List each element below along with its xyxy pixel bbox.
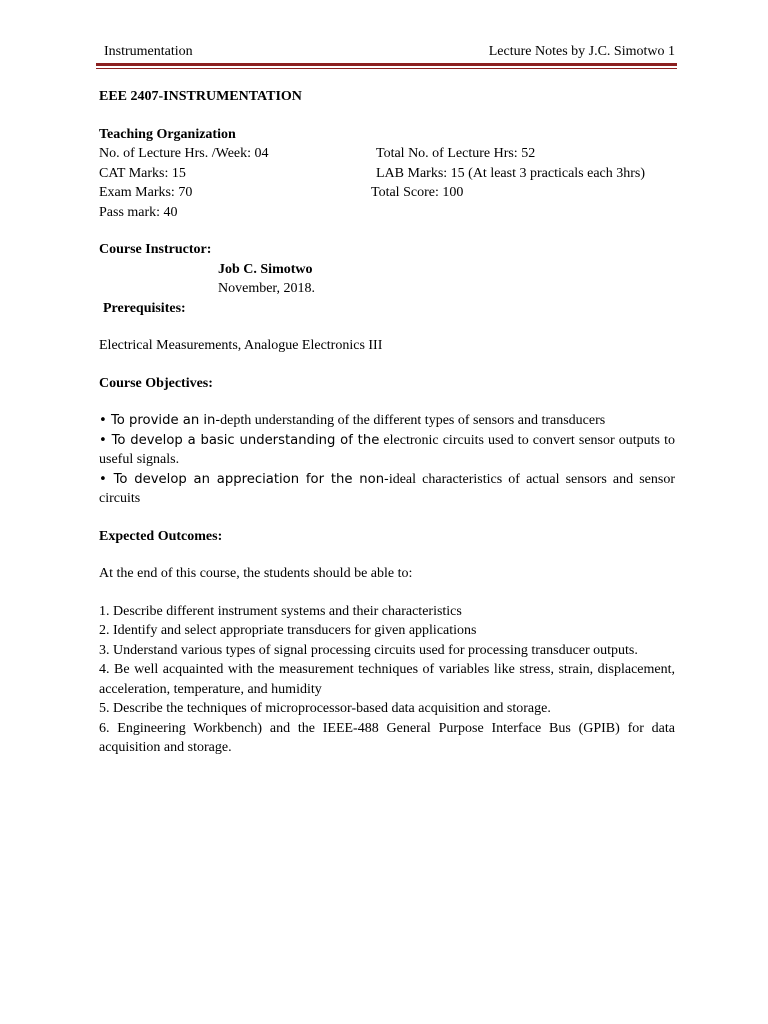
instructor-heading: Course Instructor:	[99, 242, 212, 257]
outcome-item: 1. Describe different instrument systems and their characteristics	[99, 603, 462, 619]
header-right: Lecture Notes by J.C. Simotwo 1	[488, 44, 675, 59]
header-rule-thin	[96, 68, 677, 69]
outcome-item: 4. Be well acquainted with the measurement techniques of variables like stress, strain, displacement, acceleration, temperature, and humidity	[99, 662, 675, 697]
outcomes-heading: Expected Outcomes:	[99, 528, 223, 544]
teaching-row-4	[99, 203, 675, 223]
objective-item: • To provide an in-depth understanding of the different types of sensors and transducers	[99, 413, 606, 428]
exam-marks: Exam Marks: 70	[99, 185, 193, 200]
document-body	[99, 87, 675, 758]
teaching-row-2	[99, 164, 675, 184]
lecture-hrs-week: No. of Lecture Hrs. /Week: 04	[99, 146, 269, 161]
outcomes-intro: At the end of this course, the students should be able to:	[99, 566, 413, 581]
teaching-row-1	[99, 144, 675, 164]
course-title: EEE 2407-INSTRUMENTATION	[99, 89, 302, 104]
outcome-item: 6. Engineering Workbench) and the IEEE-488 General Purpose Interface Bus (GPIB) for data acquisition and storage.	[99, 720, 675, 755]
prerequisites-text: Electrical Measurements, Analogue Electronics III	[99, 338, 383, 353]
instructor-name: Job C. Simotwo	[218, 261, 313, 277]
teaching-heading: Teaching Organization	[99, 126, 236, 142]
header-rule	[96, 63, 677, 66]
cat-marks: CAT Marks: 15	[99, 165, 186, 181]
outcome-item: 5. Describe the techniques of microprocessor-based data acquisition and storage.	[99, 701, 551, 716]
prerequisites-heading: Prerequisites:	[103, 300, 186, 316]
pass-mark: Pass mark: 40	[99, 204, 178, 220]
header-left: Instrumentation	[104, 44, 193, 59]
teaching-row-3	[99, 183, 675, 203]
objectives-heading: Course Objectives:	[99, 375, 213, 391]
outcome-item: 3. Understand various types of signal processing circuits used for processing transducer outputs.	[99, 642, 638, 658]
total-score: Total Score: 100	[371, 185, 464, 200]
total-lecture-hrs: Total No. of Lecture Hrs: 52	[376, 146, 536, 161]
outcome-item: 2. Identify and select appropriate transducers for given applications	[99, 623, 477, 638]
instructor-date: November, 2018.	[218, 281, 316, 296]
lab-marks: LAB Marks: 15 (At least 3 practicals each 3hrs)	[376, 165, 646, 181]
running-header	[100, 42, 675, 62]
objective-item: • To develop a basic understanding of the electronic circuits used to convert sensor outputs to useful signals.	[99, 432, 675, 467]
objective-item: • To develop an appreciation for the non-ideal characteristics of actual sensors and sensor circuits	[99, 471, 676, 506]
